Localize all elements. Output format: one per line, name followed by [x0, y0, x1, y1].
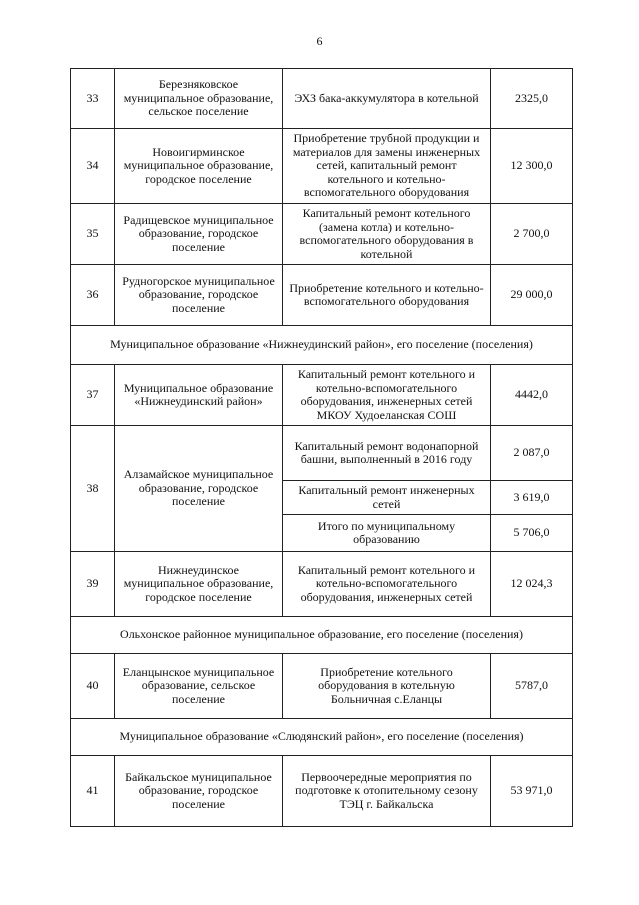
municipality-cell: Березняковское муниципальное образование, сельское поселение	[115, 69, 283, 129]
amount-cell: 3 619,0	[491, 481, 573, 515]
row-number: 33	[71, 69, 115, 129]
amount-cell: 12 300,0	[491, 129, 573, 204]
row-number: 39	[71, 552, 115, 617]
row-number: 34	[71, 129, 115, 204]
table-row	[71, 265, 573, 326]
table-row	[71, 204, 573, 265]
municipality-cell: Алзамайское муниципальное образование, городское поселение	[115, 426, 283, 552]
table-row	[71, 129, 573, 204]
work-description-cell: ЭХЗ бака-аккумулятора в котельной	[283, 69, 491, 129]
row-number: 40	[71, 654, 115, 719]
work-description-cell: Капитальный ремонт инженерных сетей	[283, 481, 491, 515]
amount-cell: 2 700,0	[491, 204, 573, 265]
municipality-cell: Байкальское муниципальное образование, городское поселение	[115, 756, 283, 827]
amount-cell: 4442,0	[491, 365, 573, 426]
amount-cell: 53 971,0	[491, 756, 573, 827]
table-row	[71, 654, 573, 719]
table-row	[71, 365, 573, 426]
section-heading: Муниципальное образование «Слюдянский район», его поселение (поселения)	[71, 719, 573, 756]
total-amount-cell: 5 706,0	[491, 515, 573, 552]
section-row	[71, 326, 573, 365]
work-description-cell: Приобретение котельного и котельно-вспомогательного оборудования	[283, 265, 491, 326]
section-heading: Муниципальное образование «Нижнеудинский район», его поселение (поселения)	[71, 326, 573, 365]
table-row	[71, 756, 573, 827]
funding-table	[70, 68, 573, 827]
work-description-cell: Капитальный ремонт котельного и котельно-вспомогательного оборудования, инженерных сетей МКОУ Худоеланская СОШ	[283, 365, 491, 426]
municipality-cell: Нижнеудинское муниципальное образование, городское поселение	[115, 552, 283, 617]
total-label-cell: Итого по муниципальному образованию	[283, 515, 491, 552]
amount-cell: 5787,0	[491, 654, 573, 719]
amount-cell: 2325,0	[491, 69, 573, 129]
amount-cell: 2 087,0	[491, 426, 573, 481]
municipality-cell: Радищевское муниципальное образование, городское поселение	[115, 204, 283, 265]
work-description-cell: Капитальный ремонт водонапорной башни, выполненный в 2016 году	[283, 426, 491, 481]
municipality-cell: Новоигирминское муниципальное образование, городское поселение	[115, 129, 283, 204]
row-number: 37	[71, 365, 115, 426]
row-number: 35	[71, 204, 115, 265]
amount-cell: 12 024,3	[491, 552, 573, 617]
row-number: 41	[71, 756, 115, 827]
row-number: 36	[71, 265, 115, 326]
work-description-cell: Приобретение котельного оборудования в котельную Больничная с.Еланцы	[283, 654, 491, 719]
work-description-cell: Приобретение трубной продукции и материалов для замены инженерных сетей, капитальный ремонт котельного и котельно-вспомогательного оборудования	[283, 129, 491, 204]
section-row	[71, 719, 573, 756]
work-description-cell: Первоочередные мероприятия по подготовке к отопительному сезону ТЭЦ г. Байкальска	[283, 756, 491, 827]
amount-cell: 29 000,0	[491, 265, 573, 326]
work-description-cell: Капитальный ремонт котельного (замена котла) и котельно-вспомогательного оборудования в котельной	[283, 204, 491, 265]
section-row	[71, 617, 573, 654]
work-description-cell: Капитальный ремонт котельного и котельно-вспомогательного оборудования, инженерных сетей	[283, 552, 491, 617]
section-heading: Ольхонское районное муниципальное образование, его поселение (поселения)	[71, 617, 573, 654]
municipality-cell: Еланцынское муниципальное образование, сельское поселение	[115, 654, 283, 719]
municipality-cell: Муниципальное образование «Нижнеудинский район»	[115, 365, 283, 426]
page-number: 6	[316, 34, 323, 48]
table-row	[71, 426, 573, 481]
row-number: 38	[71, 426, 115, 552]
table-row	[71, 69, 573, 129]
table-row	[71, 552, 573, 617]
municipality-cell: Рудногорское муниципальное образование, городское поселение	[115, 265, 283, 326]
